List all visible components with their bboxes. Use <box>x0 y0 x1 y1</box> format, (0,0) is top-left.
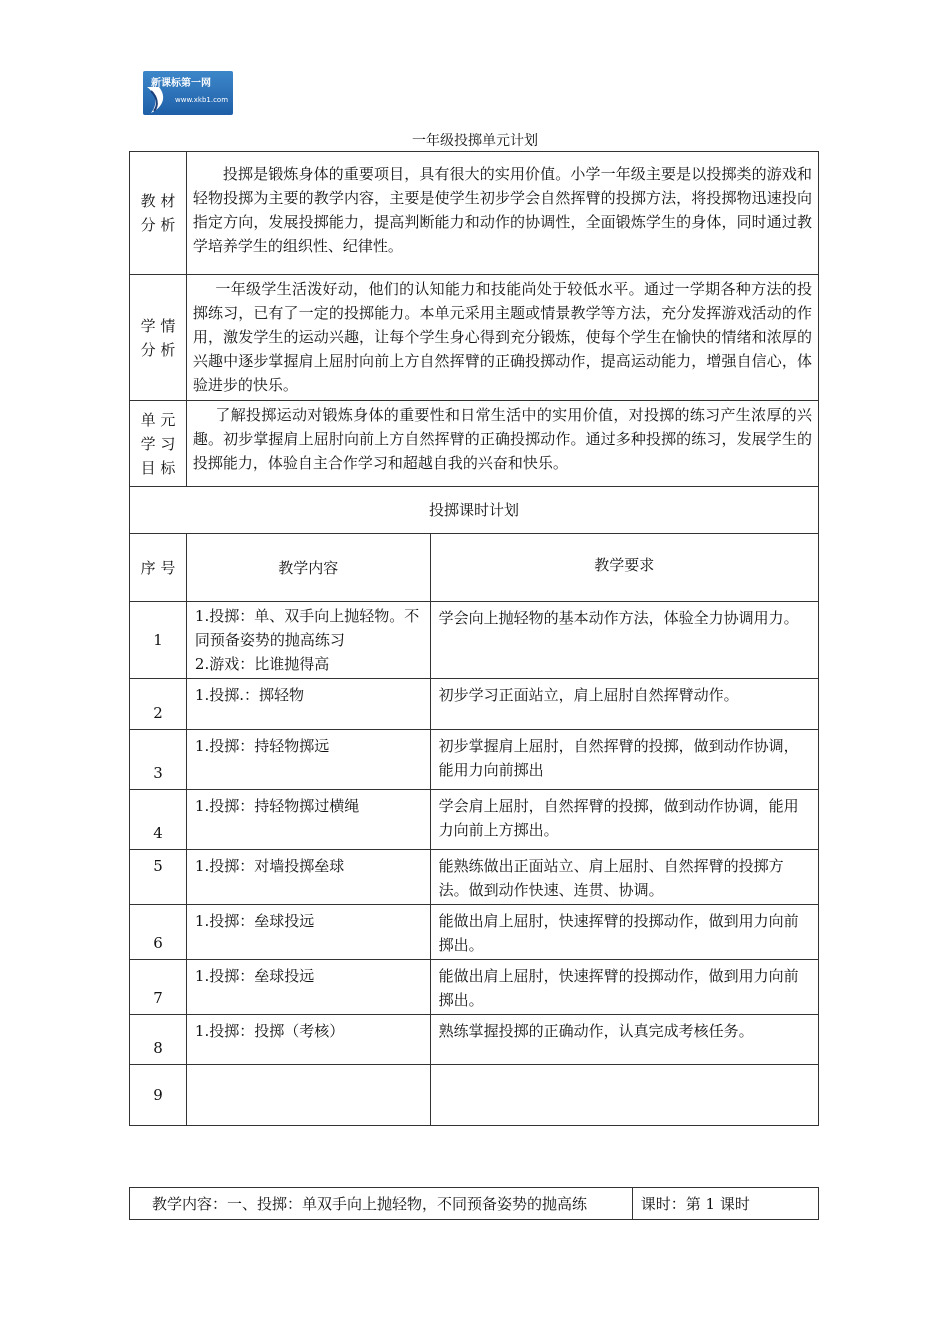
table-row <box>130 1015 819 1065</box>
table-row <box>130 905 819 960</box>
table-row <box>130 401 819 487</box>
table-row <box>130 960 819 1015</box>
row-num: 3 <box>130 730 187 790</box>
lesson-header-table <box>129 1187 819 1220</box>
table-row <box>130 602 819 679</box>
row-requirement: 能做出肩上屈肘，快速挥臂的投掷动作，做到用力向前掷出。 <box>430 960 818 1015</box>
student-analysis-text: 一年级学生活泼好动，他们的认知能力和技能尚处于较低水平。通过一学期各种方法的投掷练习，已有了一定的投掷能力。本单元采用主题或情景教学等方法，充分发挥游戏活动的作用，激发学生的运动兴趣，让每个学生身心得到充分锻炼，使每个学生在愉快的情绪和浓厚的兴趣中逐步掌握肩上屈肘向前上方自然挥臂的正确投掷动作，提高运动能力，增强自信心，体验进步的快乐。 <box>186 275 818 401</box>
table-row <box>130 1065 819 1126</box>
row-requirement <box>430 1065 818 1126</box>
row-requirement: 初步掌握肩上屈肘，自然挥臂的投掷，做到动作协调，能用力向前掷出 <box>430 730 818 790</box>
row-num: 8 <box>130 1015 187 1065</box>
row-num: 1 <box>130 602 187 679</box>
header-content: 教学内容 <box>186 534 430 602</box>
row-requirement: 初步学习正面站立，肩上屈肘自然挥臂动作。 <box>430 679 818 730</box>
row-content: 1.投掷：对墙投掷垒球 <box>186 850 430 905</box>
site-logo <box>143 71 233 115</box>
table-row <box>130 850 819 905</box>
row-label: 单 元 学 习 目 标 <box>130 401 187 487</box>
row-content <box>186 1065 430 1126</box>
row-content-line: 1.投掷：单、双手向上抛轻物。不同预备姿势的抛高练习 <box>194 607 420 649</box>
row-content-line <box>195 604 422 676</box>
row-content-line: 2.游戏：比谁抛得高 <box>194 655 330 673</box>
logo-url-text: www.xkb1.com <box>175 96 229 104</box>
unit-goal-text: 了解投掷运动对锻炼身体的重要性和日常生活中的实用价值，对投掷的练习产生浓厚的兴趣。初步掌握肩上屈肘向前上方自然挥臂的正确投掷动作。通过多种投掷的练习，发展学生的投掷能力，体验自主合作学习和超越自我的兴奋和快乐。 <box>186 401 818 487</box>
row-num: 5 <box>130 850 187 905</box>
header-requirement: 教学要求 <box>430 534 818 602</box>
lesson-plan-title: 投掷课时计划 <box>130 487 819 534</box>
table-row <box>130 152 819 275</box>
unit-plan-table <box>129 151 819 1126</box>
row-num: 4 <box>130 790 187 850</box>
lesson-content-cell: 教学内容：一、投掷：单双手向上抛轻物，不同预备姿势的抛高练 <box>130 1188 633 1220</box>
row-content <box>186 602 430 679</box>
row-content: 1.投掷：垒球投远 <box>186 960 430 1015</box>
row-content: 1.投掷.：掷轻物 <box>186 679 430 730</box>
table-row <box>130 730 819 790</box>
table-row <box>130 679 819 730</box>
row-requirement: 能做出肩上屈肘，快速挥臂的投掷动作，做到用力向前掷出。 <box>430 905 818 960</box>
lesson-period-cell: 课时：第 1 课时 <box>632 1188 818 1220</box>
document-title: 一年级投掷单元计划 <box>412 133 538 149</box>
table-header-row <box>130 534 819 602</box>
row-num: 9 <box>130 1065 187 1126</box>
header-num: 序 号 <box>130 534 187 602</box>
logo-brand-text: 新课标第一网 <box>151 78 211 89</box>
row-requirement: 学会肩上屈肘，自然挥臂的投掷，做到动作协调，能用力向前上方掷出。 <box>430 790 818 850</box>
row-content: 1.投掷：持轻物掷远 <box>186 730 430 790</box>
row-requirement: 熟练掌握投掷的正确动作，认真完成考核任务。 <box>430 1015 818 1065</box>
row-requirement: 能熟练做出正面站立、肩上屈肘、自然挥臂的投掷方法。做到动作快速、连贯、协调。 <box>430 850 818 905</box>
row-content-text <box>195 604 422 676</box>
row-num: 7 <box>130 960 187 1015</box>
row-content: 1.投掷：投掷（考核） <box>186 1015 430 1065</box>
table-row <box>130 790 819 850</box>
row-content: 1.投掷：持轻物掷过横绳 <box>186 790 430 850</box>
row-label: 学 情 分 析 <box>130 275 187 401</box>
table-row <box>130 1188 819 1220</box>
row-num: 6 <box>130 905 187 960</box>
row-requirement: 学会向上抛轻物的基本动作方法，体验全力协调用力。 <box>430 602 818 679</box>
row-content: 1.投掷：垒球投远 <box>186 905 430 960</box>
table-row <box>130 275 819 401</box>
table-row <box>130 487 819 534</box>
material-analysis-text: 投掷是锻炼身体的重要项目，具有很大的实用价值。小学一年级主要是以投掷类的游戏和轻物投掷为主要的教学内容，主要是使学生初步学会自然挥臂的投掷方法，将投掷物迅速投向指定方向，发展投掷能力，提高判断能力和动作的协调性，全面锻炼学生的身体，同时通过教学培养学生的组织性、纪律性。 <box>186 152 818 275</box>
row-label: 教 材 分 析 <box>130 152 187 275</box>
row-num: 2 <box>130 679 187 730</box>
